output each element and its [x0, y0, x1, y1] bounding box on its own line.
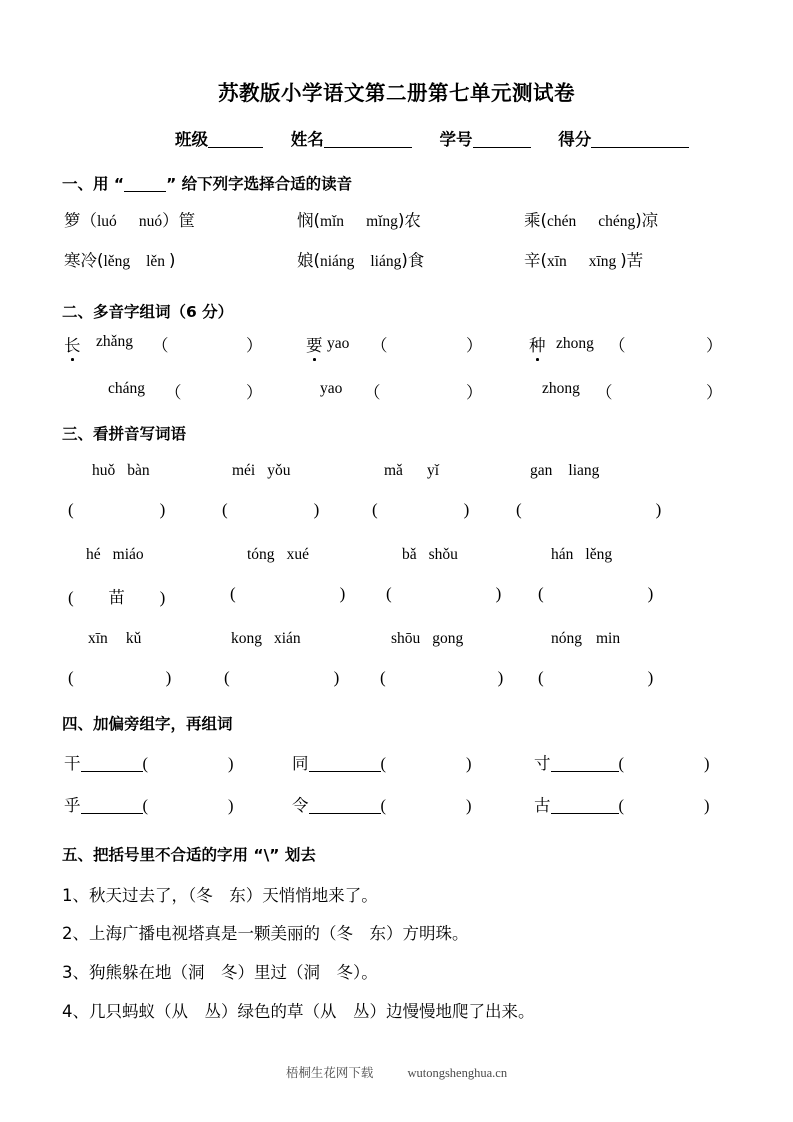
s3-r3-p3-s1: shōu — [391, 630, 421, 647]
s3-r2-a3[interactable]: ( ) — [386, 584, 502, 603]
s4-item-2-char: 同 — [292, 754, 309, 773]
s1-r1-c1-post: ）筐 — [162, 211, 196, 230]
section-two-heading: 二、多音字组词（6 分） — [62, 303, 234, 321]
s3-r1-p4 — [530, 462, 599, 480]
s2-g2-top-pinyin: yao — [327, 335, 350, 352]
s1-r2-c3-opt-a[interactable]: xīn — [546, 253, 567, 270]
s1-r2-c3-post: )苦 — [620, 251, 644, 270]
s2-g3-bottom-close[interactable]: ） — [706, 383, 723, 402]
s3-r2-a1-val[interactable]: 苗 — [108, 588, 125, 607]
s3-r1-p3 — [384, 462, 439, 480]
s2-g2-char-glyph: 要 — [306, 332, 323, 356]
s3-r3-p3 — [391, 630, 463, 648]
s3-r2-p4-s1: hán — [551, 546, 574, 563]
score-field[interactable] — [558, 130, 689, 149]
score-label: 得分 — [558, 130, 592, 149]
s2-g1-bottom-close[interactable]: ） — [246, 383, 263, 402]
s3-r2-p4 — [551, 546, 612, 564]
s2-g1-top-open: （ — [152, 336, 169, 355]
s1-r1-c2-post: )农 — [397, 211, 421, 230]
s4-item-3-blank[interactable] — [551, 771, 619, 772]
s4-item-6-char: 古 — [534, 796, 551, 815]
s1-r2-c2-post: )食 — [401, 251, 425, 270]
s3-r2-a4[interactable]: ( ) — [538, 584, 654, 603]
underline-sample — [124, 191, 166, 192]
s3-r2-p2-s2: xué — [286, 546, 309, 563]
s4-item-4[interactable]: 乎 ( ) — [64, 796, 234, 815]
s3-r1-p4-s2: liang — [568, 462, 600, 479]
s3-r2-p2 — [247, 546, 309, 564]
section-one-heading-pre: 一、用 “ — [62, 175, 125, 193]
s4-item-6[interactable]: 古 ( ) — [534, 796, 710, 815]
s3-r3-p1 — [88, 630, 141, 648]
s3-r1-p1-s2: bàn — [127, 462, 150, 479]
s3-r1-p3-s2: yǐ — [426, 462, 439, 479]
s4-item-1-blank[interactable] — [81, 771, 143, 772]
s2-g2-top-close[interactable]: ） — [466, 336, 483, 355]
s3-r3-p2 — [231, 630, 301, 648]
s1-r2-c2-opt-b[interactable]: liáng — [370, 253, 402, 270]
s3-r3-p3-s2: gong — [432, 630, 464, 647]
s2-g2-bottom-pinyin: yao — [320, 380, 343, 397]
s1-r1-c2-opt-b[interactable]: mǐng — [366, 213, 398, 230]
s1-r1-c1-opt-a[interactable]: luó — [97, 213, 117, 230]
s5-sentence-4[interactable]: 4、几只蚂蚁（从 丛）绿色的草（从 丛）边慢慢地爬了出来。 — [62, 1002, 535, 1021]
s2-g2-top-open: （ — [371, 336, 388, 355]
s3-r3-p4-s1: nóng — [551, 630, 582, 647]
name-field[interactable] — [291, 130, 412, 149]
s3-r3-p4-s2: min — [596, 630, 621, 647]
s2-g3-char-glyph: 种 — [529, 332, 546, 356]
number-field[interactable] — [440, 130, 531, 149]
s2-g3-top-close[interactable]: ） — [706, 336, 723, 355]
s1-r1-c1-pre: 箩（ — [64, 211, 97, 230]
s4-item-1-char: 干 — [64, 754, 81, 773]
s3-r3-a1[interactable]: ( ) — [68, 668, 172, 687]
s3-r1-a3[interactable]: ( ) — [372, 500, 470, 519]
s2-g1-top-pinyin: zhǎng — [96, 333, 134, 350]
s4-item-5-blank[interactable] — [309, 813, 381, 814]
s2-g3-top-pinyin: zhong — [556, 335, 594, 352]
s4-item-5-char: 令 — [292, 796, 309, 815]
s1-r1-c3-opt-b[interactable]: chéng — [598, 213, 636, 230]
class-label: 班级 — [175, 130, 208, 149]
section-three-heading: 三、看拼音写词语 — [62, 425, 187, 443]
score-blank[interactable] — [591, 147, 689, 148]
s5-sentence-3[interactable]: 3、狗熊躲在地（洞 冬）里过（洞 冬）。 — [62, 963, 378, 982]
s3-r3-a2[interactable]: ( ) — [224, 668, 340, 687]
s1-r2-c3[interactable] — [524, 247, 643, 271]
s2-g2-char — [306, 332, 323, 356]
s4-item-5[interactable]: 令 ( ) — [292, 796, 472, 815]
section-five-heading: 五、把括号里不合适的字用 “\” 划去 — [62, 846, 316, 864]
s2-g1-bottom-pinyin: cháng — [108, 380, 146, 397]
s1-r1-c1[interactable] — [64, 207, 195, 231]
s2-g3-bottom-pinyin: zhong — [542, 380, 580, 397]
s3-r2-p2-s1: tóng — [247, 546, 275, 563]
section-one-heading — [62, 172, 352, 194]
s1-r1-c1-opt-b[interactable]: nuó — [138, 213, 163, 230]
s2-g3-char — [529, 332, 546, 356]
s1-r2-c1-pre: 寒冷( — [64, 251, 104, 270]
s2-g3-bottom-open: （ — [596, 383, 613, 402]
s1-r1-c2[interactable] — [297, 207, 421, 231]
s2-g2-bottom-open: （ — [364, 383, 381, 402]
footer-site: wutongshenghua.cn — [407, 1066, 508, 1080]
s3-r3-a4[interactable]: ( ) — [538, 668, 654, 687]
s3-r1-p3-s1: mǎ — [384, 462, 403, 479]
page-title: 苏教版小学语文第二册第七单元测试卷 — [218, 81, 575, 105]
s3-r3-p4 — [551, 630, 620, 648]
s3-r2-p3-s2: shǒu — [428, 546, 458, 563]
s3-r1-p1 — [92, 462, 150, 480]
name-label: 姓名 — [290, 130, 324, 149]
s1-r2-c3-pre: 辛( — [524, 251, 547, 270]
number-label: 学号 — [439, 130, 473, 149]
s2-g1-char — [64, 332, 81, 356]
s3-r1-p2-s1: méi — [232, 462, 256, 479]
s3-r2-p1-s2: miáo — [112, 546, 144, 563]
s2-g3-top-open: （ — [609, 336, 626, 355]
s4-item-3[interactable]: 寸 ( ) — [534, 754, 710, 773]
s1-r2-c3-opt-b[interactable]: xīng — [588, 253, 621, 270]
s1-r2-c2[interactable] — [297, 247, 424, 271]
section-four-heading: 四、加偏旁组字，再组词 — [62, 715, 233, 733]
section-one-heading-post: ” 给下列字选择合适的读音 — [166, 175, 353, 193]
s4-item-2[interactable]: 同 ( ) — [292, 754, 472, 773]
s3-r1-a1[interactable]: ( ) — [68, 500, 166, 519]
s2-g1-bottom-open: （ — [165, 383, 182, 402]
s1-r2-c2-pre: 娘( — [297, 251, 320, 270]
s3-r3-a3[interactable]: ( ) — [380, 668, 504, 687]
s1-r1-c3[interactable] — [524, 207, 658, 231]
s1-r1-c2-opt-a[interactable]: mǐn — [319, 213, 345, 230]
s3-r1-p2 — [232, 462, 291, 480]
s4-item-3-char: 寸 — [534, 754, 551, 773]
footer — [0, 1063, 793, 1081]
s4-item-4-char: 乎 — [64, 796, 81, 815]
s1-r2-c1-post: ) — [168, 251, 176, 270]
s1-r2-c1-opt-a[interactable]: lěng — [103, 253, 131, 270]
s3-r2-p3-s1: bǎ — [402, 546, 417, 563]
s4-item-4-blank[interactable] — [81, 813, 143, 814]
s3-r3-p1-s2: kǔ — [125, 630, 142, 647]
class-blank[interactable] — [208, 147, 263, 148]
number-blank[interactable] — [473, 147, 531, 148]
s1-r2-c2-opt-a[interactable]: niáng — [319, 253, 355, 270]
s3-r1-p4-s1: gan — [530, 462, 553, 479]
s2-g2-bottom-close[interactable]: ） — [466, 383, 483, 402]
s3-r3-p2-s2: xián — [274, 630, 301, 647]
s3-r1-a4[interactable]: ( ) — [516, 500, 662, 519]
s3-r2-p3 — [402, 546, 458, 564]
class-field[interactable] — [175, 130, 263, 149]
footer-source: 梧桐生花网下载 — [285, 1066, 374, 1080]
s3-r2-p4-s2: lěng — [585, 546, 613, 563]
s5-sentence-2[interactable]: 2、上海广播电视塔真是一颗美丽的（冬 东）方明珠。 — [62, 924, 469, 943]
s3-r2-a1[interactable]: ( 苗 ) — [68, 584, 165, 608]
s3-r2-a2[interactable]: ( ) — [230, 584, 346, 603]
s1-r2-c1-opt-b[interactable]: lěn — [146, 253, 169, 270]
name-blank[interactable] — [324, 147, 412, 148]
s3-r1-a2[interactable]: ( ) — [222, 500, 320, 519]
s5-sentence-1[interactable]: 1、秋天过去了，（冬 东）天悄悄地来了。 — [62, 886, 378, 905]
s3-r3-p2-s1: kong — [231, 630, 262, 647]
s1-r1-c2-pre: 悯( — [297, 211, 320, 230]
s1-r2-c1[interactable] — [64, 247, 175, 271]
s4-item-1[interactable]: 干 ( ) — [64, 754, 234, 773]
s3-r3-p1-s1: xīn — [88, 630, 108, 647]
s3-r1-p1-s1: huǒ — [92, 462, 116, 479]
s3-r2-p1 — [86, 546, 144, 564]
s2-g1-char-glyph: 长 — [64, 332, 81, 356]
s3-r2-p1-s1: hé — [86, 546, 101, 563]
s4-item-6-blank[interactable] — [551, 813, 619, 814]
s1-r1-c3-post: )凉 — [635, 211, 659, 230]
s3-r1-p2-s2: yǒu — [267, 462, 291, 479]
s1-r1-c3-pre: 乘( — [524, 211, 547, 230]
s4-item-2-blank[interactable] — [309, 771, 381, 772]
student-info-line — [175, 126, 775, 150]
s2-g1-top-close[interactable]: ） — [246, 336, 263, 355]
s1-r1-c3-opt-a[interactable]: chén — [546, 213, 577, 230]
